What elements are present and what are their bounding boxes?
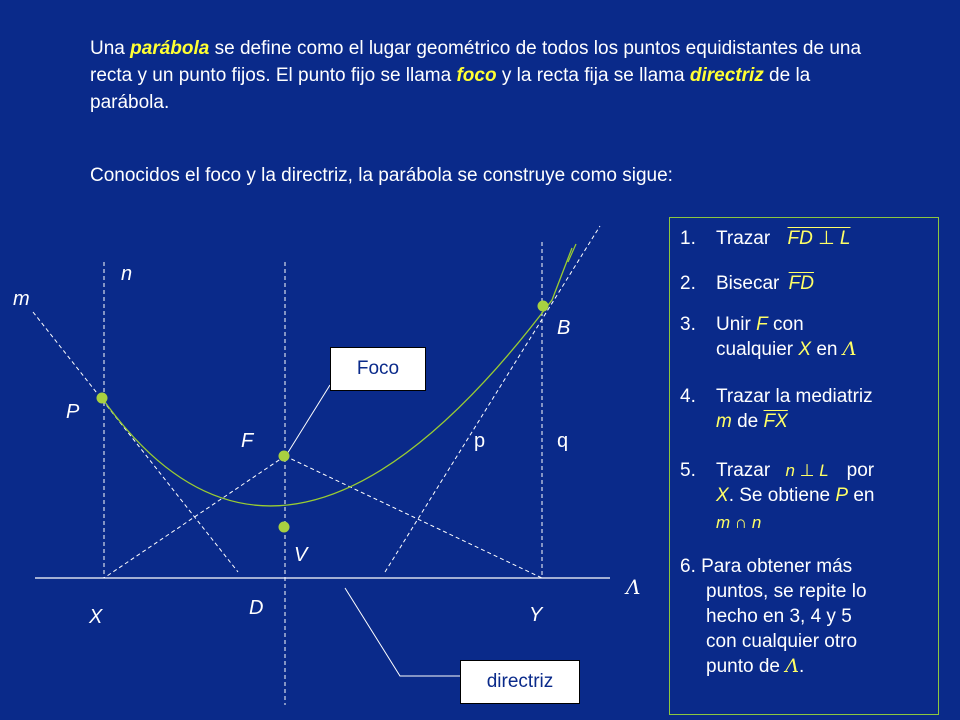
label-lambda: Λ (626, 575, 641, 599)
curve-tip (568, 244, 576, 262)
formula-n-perp: n ⊥ L (785, 461, 829, 480)
label-m: m (13, 288, 30, 310)
label-F: F (241, 430, 254, 452)
label-D: D (249, 597, 264, 619)
formula-m-cap-n: m ∩ n (716, 513, 762, 532)
steps-panel (669, 217, 939, 715)
step-3: 3. Unir F con cualquier X en Λ (680, 314, 857, 360)
step-1: 1. Trazar FD ⊥ L (680, 228, 851, 249)
label-P: P (66, 401, 80, 423)
label-q: q (557, 430, 569, 452)
definition-paragraph: Una parábola se define como el lugar geométrico de todos los puntos equidistantes de una recta y un punto fijos. El punto fijo se llama foco y la recta fija se llama directriz de la parábola. (90, 38, 862, 113)
step-2: 2. Bisecar $\overline{FD}$ (680, 273, 814, 294)
tangent-m (33, 312, 238, 572)
term-foco: foco (456, 65, 497, 86)
label-Y: Y (529, 604, 543, 626)
formula-fd-perp: FD ⊥ L (787, 228, 851, 249)
label-p: p (474, 430, 486, 452)
term-parabola: parábola (130, 38, 210, 59)
point-B (538, 301, 549, 312)
step-4: 4. Trazar la mediatriz m de $\overline{FX}$ (680, 386, 873, 432)
segment-FY (285, 456, 542, 578)
point-V (279, 522, 290, 533)
label-V: V (294, 544, 308, 566)
label-B: B (557, 317, 571, 339)
tangent-p (385, 226, 600, 572)
foco-leader (287, 385, 330, 454)
step-6: 6. Para obtener más puntos, se repite lo hecho en 3, 4 y 5 con cualquier otro punto de Λ. (680, 556, 867, 677)
step-5: 5. Trazar n ⊥ L por X. Se obtiene P en m ∩ n (680, 460, 875, 532)
construction-intro: Conocidos el foco y la directriz, la parábola se construye como sigue: (90, 165, 673, 186)
point-P (97, 393, 108, 404)
term-directriz: directriz (689, 65, 764, 86)
callout-directriz: directriz (460, 660, 580, 704)
label-X: X (89, 606, 103, 628)
label-n: n (121, 263, 133, 285)
point-F (279, 451, 290, 462)
formula-fd: $\overline{FD}$ (788, 273, 814, 294)
directriz-leader (345, 588, 460, 676)
callout-foco: Foco (330, 347, 426, 391)
